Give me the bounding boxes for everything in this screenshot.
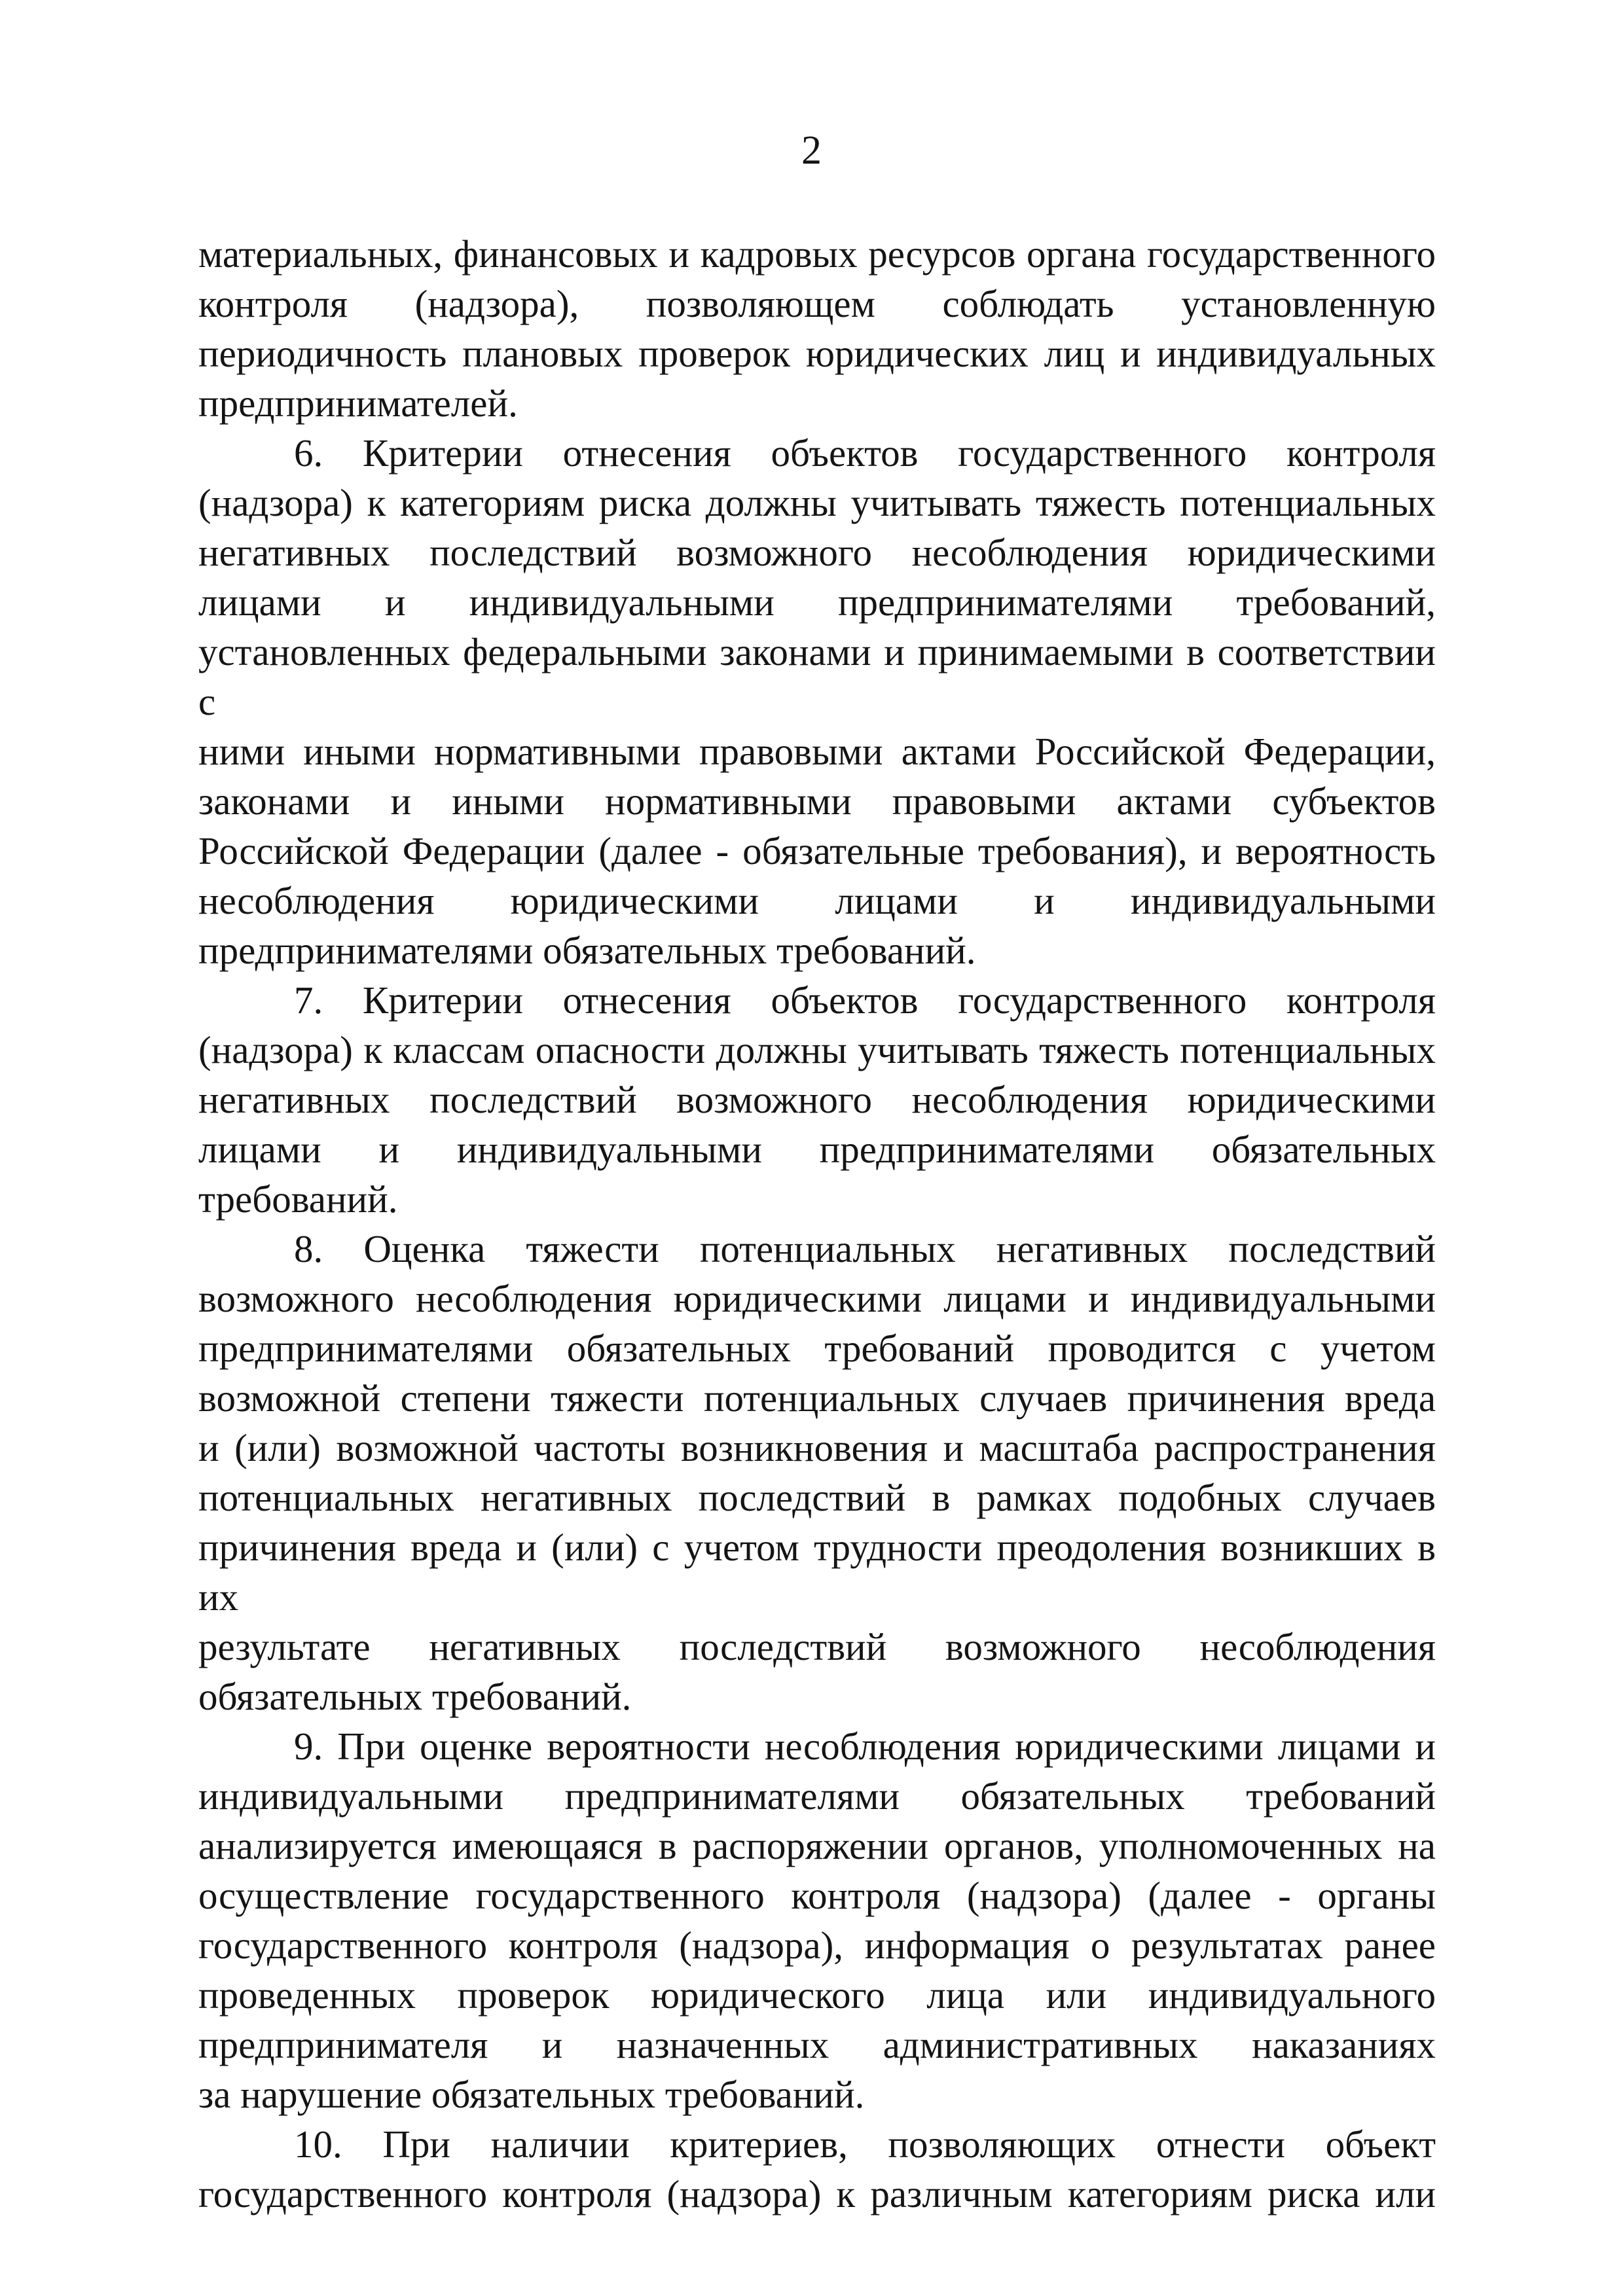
text-line: осуществление государственного контроля (надзора) (далее - органы bbox=[198, 1874, 1436, 1917]
text-line: законами и иными нормативными правовыми актами субъектов bbox=[198, 780, 1436, 823]
text-line: обязательных требований. bbox=[198, 1675, 632, 1718]
text-line: предпринимателей. bbox=[198, 382, 518, 425]
text-line: возможного несоблюдения юридическими лицами и индивидуальными bbox=[198, 1277, 1436, 1320]
text-line: 9. При оценке вероятности несоблюдения юридическими лицами и bbox=[294, 1725, 1436, 1768]
paragraph-6 bbox=[198, 975, 1436, 1224]
paragraph-9 bbox=[198, 2119, 1436, 2219]
text-line: лицами и индивидуальными предпринимателями требований, bbox=[198, 581, 1436, 624]
text-line: негативных последствий возможного несоблюдения юридическими bbox=[198, 531, 1436, 574]
text-line: 7. Критерии отнесения объектов государственного контроля bbox=[294, 978, 1436, 1022]
text-line: предпринимателями обязательных требований. bbox=[198, 929, 976, 972]
text-line: ними иными нормативными правовыми актами Российской Федерации, bbox=[198, 730, 1436, 773]
text-line: проведенных проверок юридического лица или индивидуального bbox=[198, 1973, 1436, 2017]
text-line: установленных федеральными законами и принимаемыми в соответствии с bbox=[198, 630, 1436, 723]
text-line: государственного контроля (надзора) к различным категориям риска или bbox=[198, 2172, 1436, 2215]
text-line: периодичность плановых проверок юридических лиц и индивидуальных bbox=[198, 332, 1436, 375]
text-line: (надзора) к категориям риска должны учитывать тяжесть потенциальных bbox=[198, 481, 1436, 524]
page-number: 2 bbox=[801, 128, 822, 173]
document-body bbox=[198, 229, 1436, 2219]
text-line: индивидуальными предпринимателями обязательных требований bbox=[198, 1774, 1436, 1818]
text-line: контроля (надзора), позволяющем соблюдать установленную bbox=[198, 282, 1436, 325]
text-line: потенциальных негативных последствий в рамках подобных случаев bbox=[198, 1476, 1436, 1519]
text-line: возможной степени тяжести потенциальных случаев причинения вреда bbox=[198, 1376, 1436, 1420]
paragraph-7 bbox=[198, 1224, 1436, 1721]
text-line: причинения вреда и (или) с учетом трудности преодоления возникших в их bbox=[198, 1526, 1436, 1619]
text-line: негативных последствий возможного несоблюдения юридическими bbox=[198, 1078, 1436, 1121]
text-line: государственного контроля (надзора), информация о результатах ранее bbox=[198, 1924, 1436, 1967]
paragraph-5 bbox=[198, 428, 1436, 975]
text-line: (надзора) к классам опасности должны учитывать тяжесть потенциальных bbox=[198, 1028, 1436, 1071]
text-line: предпринимателя и назначенных административных наказаниях bbox=[198, 2023, 1436, 2066]
text-line: материальных, финансовых и кадровых ресурсов органа государственного bbox=[198, 232, 1436, 276]
text-line: предпринимателями обязательных требований проводится с учетом bbox=[198, 1327, 1436, 1370]
text-line: лицами и индивидуальными предпринимателями обязательных bbox=[198, 1128, 1436, 1171]
text-line: и (или) возможной частоты возникновения и масштаба распространения bbox=[198, 1426, 1436, 1469]
text-line: результате негативных последствий возможного несоблюдения bbox=[198, 1625, 1436, 1668]
text-line: 10. При наличии критериев, позволяющих отнести объект bbox=[294, 2123, 1436, 2166]
text-line: 6. Критерии отнесения объектов государственного контроля bbox=[294, 431, 1436, 475]
text-line: 8. Оценка тяжести потенциальных негативных последствий bbox=[294, 1227, 1436, 1270]
text-line: Российской Федерации (далее - обязательные требования), и вероятность bbox=[198, 829, 1436, 872]
paragraph-continued bbox=[198, 229, 1436, 428]
text-line: несоблюдения юридическими лицами и индивидуальными bbox=[198, 879, 1436, 922]
text-line: требований. bbox=[198, 1177, 398, 1221]
paragraph-8 bbox=[198, 1721, 1436, 2119]
text-line: за нарушение обязательных требований. bbox=[198, 2073, 865, 2116]
text-line: анализируется имеющаяся в распоряжении органов, уполномоченных на bbox=[198, 1824, 1436, 1867]
